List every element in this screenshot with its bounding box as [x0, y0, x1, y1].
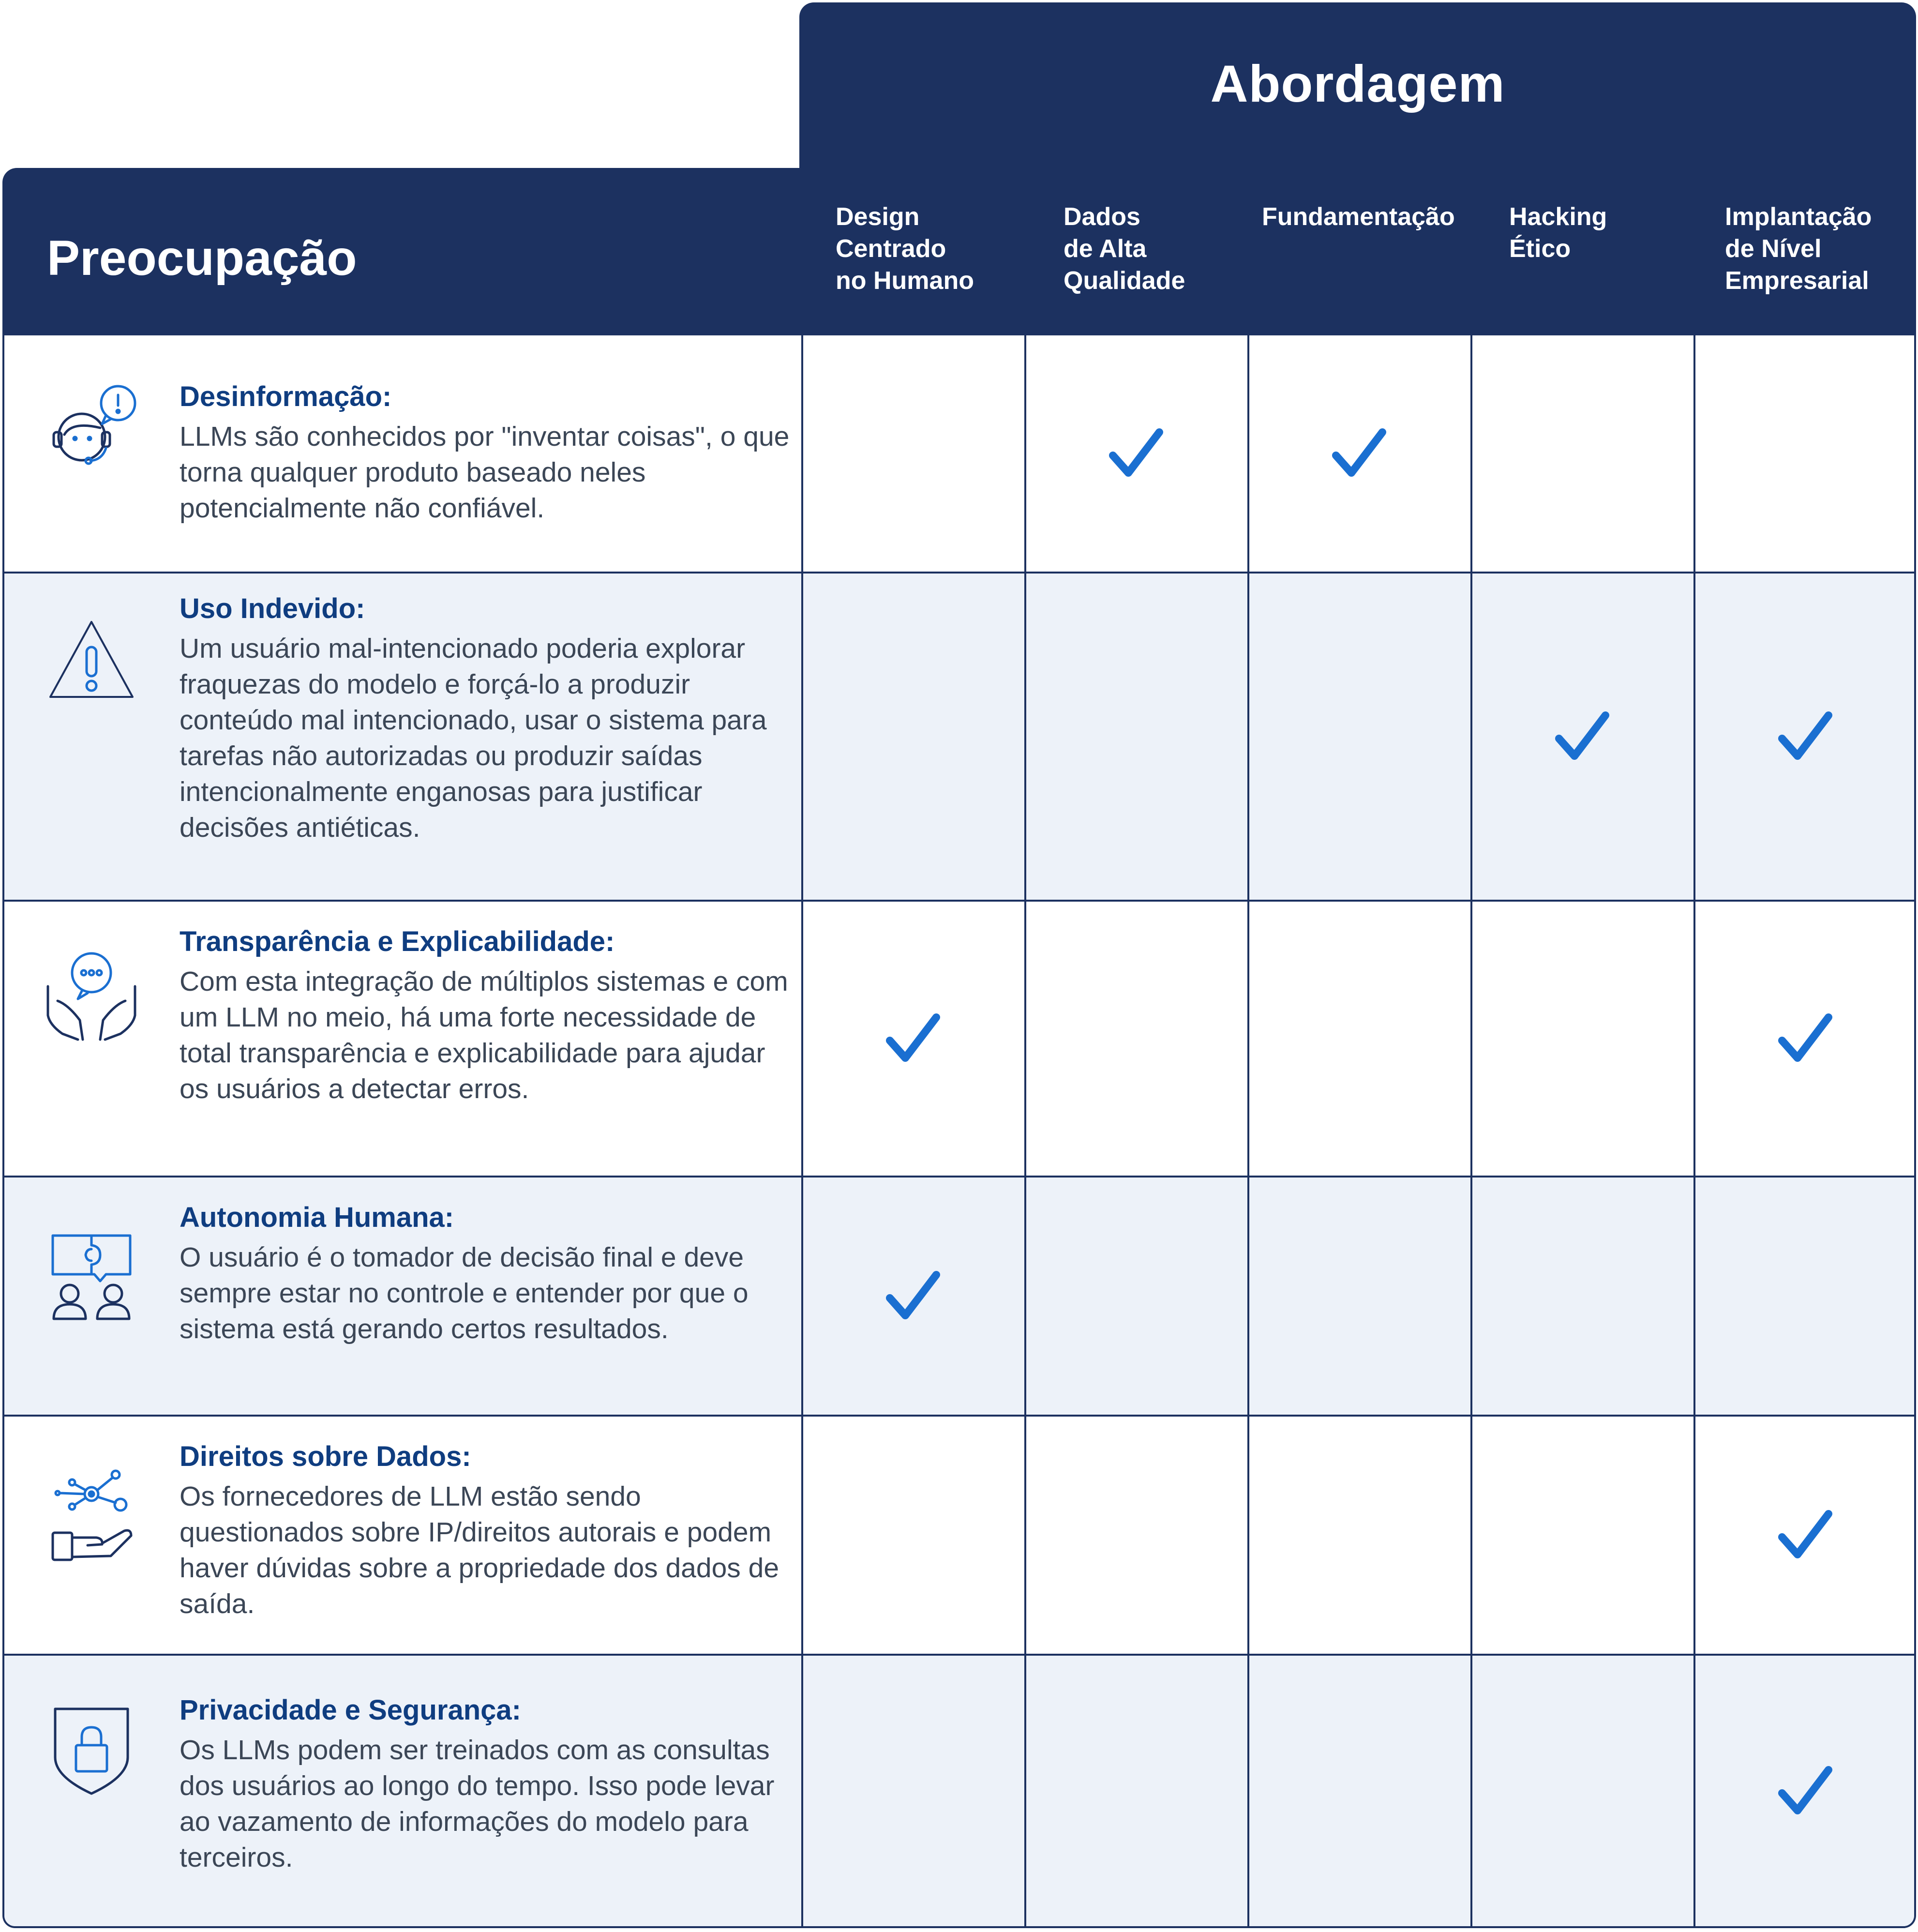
concern-label: Privacidade e Segurança:	[180, 1694, 521, 1726]
row-text	[180, 1202, 794, 1347]
concern-description: Os LLMs podem ser treinados com as consultas dos usuários ao longo do tempo. Isso pode levar ao vazamento de informações do modelo para terceiros.	[180, 1735, 775, 1873]
column-header-ethical-hacking: Hacking Ético	[1509, 203, 1607, 263]
column-header-human-centered-design: Design Centrado no Humano	[836, 203, 974, 295]
checkmark-icon	[1776, 1011, 1834, 1069]
approach-title: Abordagem	[1210, 54, 1505, 113]
hand-network-data-icon	[43, 1465, 140, 1562]
checkmark-icon	[1776, 1763, 1834, 1821]
checkmark-icon	[1776, 1507, 1834, 1565]
table-row	[4, 335, 1914, 574]
grid-divider	[1693, 335, 1695, 1926]
approach-header	[799, 2, 1916, 177]
checkmark-icon	[1330, 425, 1388, 483]
row-text	[180, 1694, 794, 1875]
hands-chat-bubble-icon	[43, 948, 140, 1044]
concern-description: Os fornecedores de LLM estão sendo questionados sobre IP/direitos autorais e podem haver dúvidas sobre a propriedade dos dados de saída.	[180, 1481, 779, 1619]
concern-label: Uso Indevido:	[180, 593, 365, 624]
checkmark-icon	[1107, 425, 1165, 483]
checkmark-icon	[884, 1011, 942, 1069]
table-row	[4, 574, 1914, 902]
concern-label: Desinformação:	[180, 381, 392, 412]
row-text	[180, 926, 794, 1107]
column-header-high-quality-data: Dados de Alta Qualidade	[1064, 203, 1185, 295]
shield-lock-icon	[43, 1699, 140, 1796]
support-agent-alert-icon	[43, 381, 140, 478]
column-header-enterprise-deployment: Implantação de Nível Empresarial	[1725, 203, 1872, 295]
concerns-table	[2, 335, 1916, 1928]
grid-divider	[1024, 335, 1026, 1926]
checkmark-icon	[1553, 709, 1611, 767]
table-row	[4, 902, 1914, 1177]
concern-label: Direitos sobre Dados:	[180, 1441, 471, 1472]
concern-label: Autonomia Humana:	[180, 1202, 454, 1233]
concern-title: Preocupação	[47, 230, 357, 286]
concern-description: Um usuário mal-intencionado poderia explorar fraquezas do modelo e forçá-lo a produzir conteúdo mal intencionado, usar o sistema para tarefas não autorizadas ou produzir saídas intencionalmente enganosas para justificar decisões antiéticas.	[180, 633, 767, 843]
table-row	[4, 1656, 1914, 1928]
column-header-grounding: Fundamentação	[1262, 203, 1455, 231]
grid-divider	[1470, 335, 1472, 1926]
row-text	[180, 1441, 794, 1622]
table-row	[4, 1417, 1914, 1656]
checkmark-icon	[1776, 709, 1834, 767]
grid-divider	[1247, 335, 1249, 1926]
row-text	[180, 381, 794, 526]
concern-description: LLMs são conhecidos por "inventar coisas", o que torna qualquer produto baseado neles potencialmente não confiável.	[180, 421, 790, 524]
checkmark-icon	[884, 1268, 942, 1326]
grid-divider	[801, 335, 803, 1926]
concern-description: O usuário é o tomador de decisão final e deve sempre estar no controle e entender por que o sistema está gerando certos resultados.	[180, 1242, 749, 1344]
concern-description: Com esta integração de múltiplos sistemas e com um LLM no meio, há uma forte necessidade de total transparência e explicabilidade para ajudar os usuários a detectar erros.	[180, 966, 788, 1104]
people-puzzle-icon	[43, 1226, 140, 1323]
table-header	[2, 168, 1916, 335]
row-text	[180, 593, 794, 845]
warning-triangle-icon	[43, 612, 140, 709]
concern-label: Transparência e Explicabilidade:	[180, 926, 615, 957]
table-row	[4, 1177, 1914, 1417]
